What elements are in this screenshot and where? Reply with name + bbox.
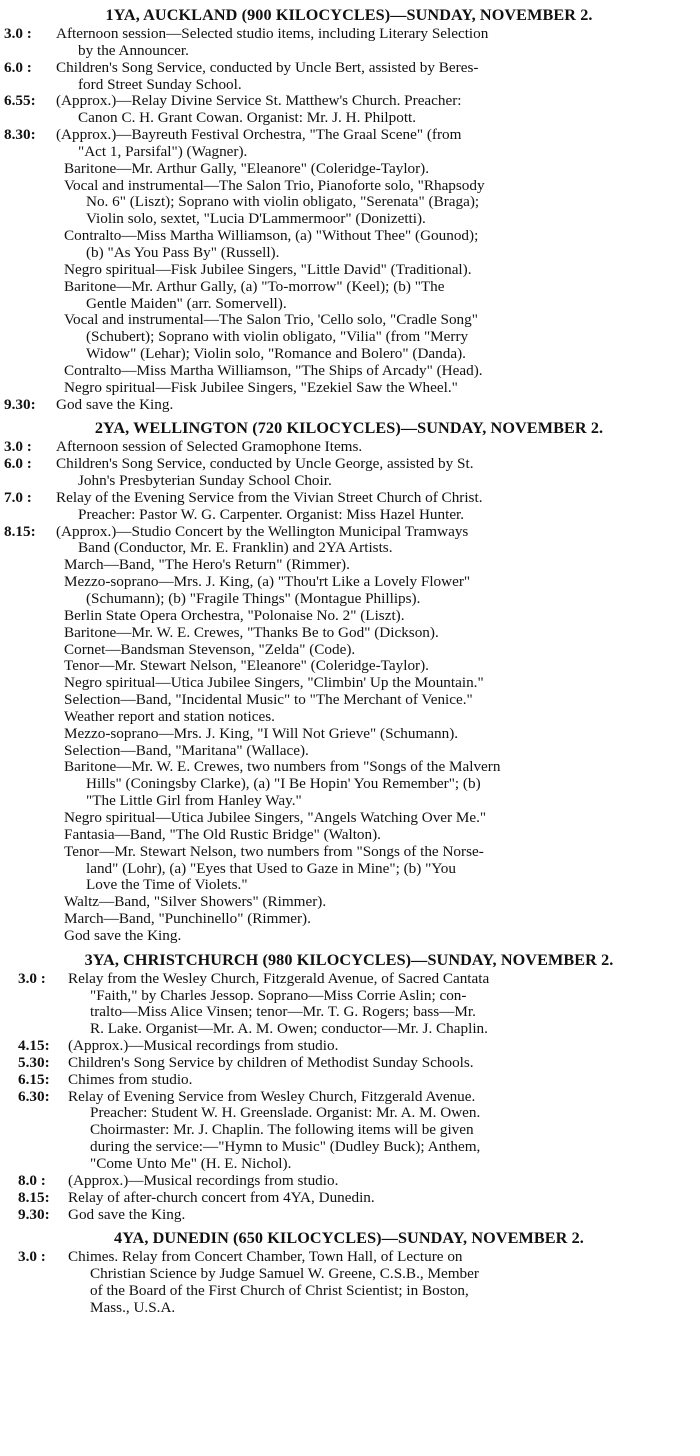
entry-text: Children's Song Service by children of Methodist Sunday Schools. (68, 1053, 474, 1071)
entry-text: (Approx.)—Musical recordings from studio. (68, 1171, 339, 1189)
entry-time: 6.15: (18, 1070, 50, 1088)
entry-time: 3.0 : (18, 1248, 46, 1266)
programme-entry (4, 1190, 694, 1207)
entry-text: Afternoon session—Selected studio items, including Literary Selection by the Announcer. (56, 25, 489, 59)
entry-time: 3.0 : (4, 25, 32, 42)
programme-item: Negro spiritual—Fisk Jubilee Singers, "Ezekiel Saw the Wheel." (64, 378, 458, 396)
programme-item: Baritone—Mr. W. E. Crewes, two numbers from "Songs of the Malvern Hills" (Coningsby Clarke), (a) "I Be Hopin' You Remember"; (b) "The Little Girl from Hanley Way." (64, 758, 501, 810)
entry-text: Relay of Evening Service from Wesley Church, Fitzgerald Avenue. Preacher: Student W. H. Greenslade. Organist: Mr. A. M. Owen. Choirmaster: Mr. J. Chaplin. The following items will be given during the service:—"Hymn to Music" (Dudley Buck); Anthem, "Come Unto Me" (H. E. Nichol). (68, 1087, 481, 1172)
entry-text: Children's Song Service, conducted by Uncle Bert, assisted by Beres- ford Street Sunday School. (56, 58, 479, 93)
programme-entry (4, 524, 694, 558)
programme-item: Cornet—Bandsman Stevenson, "Zelda" (Code). (64, 640, 356, 658)
entry-text: Relay of the Evening Service from the Vivian Street Church of Christ. Preacher: Pastor W. G. Carpenter. Organist: Miss Hazel Hunter. (56, 488, 483, 523)
entry-text: Afternoon session of Selected Gramophone Items. (56, 438, 363, 456)
programme-entry (4, 127, 694, 161)
entry-text: Relay from the Wesley Church, Fitzgerald Avenue, of Sacred Cantata "Faith," by Charles Jessop. Soprano—Miss Corrie Aslin; con- tralto—Miss Alice Vinsen; tenor—Mr. T. G. Rogers; bass—Mr. R. Lake. Organist—Mr. A. M. Owen; conductor—Mr. J. Chaplin. (68, 969, 490, 1038)
programme-item: Selection—Band, "Incidental Music" to "The Merchant of Venice." (64, 691, 473, 709)
programme-entry (4, 397, 694, 414)
programme-item: Berlin State Opera Orchestra, "Polonaise No. 2" (Liszt). (64, 606, 405, 624)
station-heading: 3YA, CHRISTCHURCH (980 KILOCYCLES)—SUNDAY, NOVEMBER 2. (84, 950, 614, 969)
programme-entry (4, 1173, 694, 1190)
programme-item: Fantasia—Band, "The Old Rustic Bridge" (Walton). (64, 825, 381, 843)
programme-entry (4, 456, 694, 490)
entry-time: 9.30: (18, 1205, 50, 1223)
station-4ya (4, 1229, 694, 1316)
entry-text: God save the King. (56, 395, 174, 413)
entry-time: 8.15: (4, 522, 36, 540)
programme-item: Contralto—Miss Martha Williamson, (a) "Without Thee" (Gounod); (b) "As You Pass By" (Russell). (64, 227, 479, 261)
programme-item: Negro spiritual—Fisk Jubilee Singers, "Little David" (Traditional). (64, 260, 472, 278)
station-heading: 2YA, WELLINGTON (720 KILOCYCLES)—SUNDAY, NOVEMBER 2. (94, 419, 604, 438)
programme-item: Mezzo-soprano—Mrs. J. King, (a) "Thou'rt Like a Lovely Flower" (Schumann); (b) "Fragile Things" (Montague Phillips). (64, 573, 471, 607)
programme-item: March—Band, "Punchinello" (Rimmer). (64, 910, 311, 928)
entry-time: 4.15: (18, 1037, 50, 1055)
programme-item: Selection—Band, "Maritana" (Wallace). (64, 741, 309, 759)
entry-time: 6.0 : (4, 455, 32, 473)
programme-item: Vocal and instrumental—The Salon Trio, 'Cello solo, "Cradle Song" (Schubert); Soprano with violin obligato, "Vilia" (from "Merry Widow" (Lehar); Violin solo, "Romance and Bolero" (Danda). (64, 311, 478, 363)
entry-time: 6.55: (4, 92, 36, 110)
programme-entry (4, 971, 694, 1038)
programme-entry (4, 1207, 694, 1224)
entry-time: 8.30: (4, 126, 36, 144)
programme-entry (4, 439, 694, 456)
entry-text: (Approx.)—Musical recordings from studio. (68, 1037, 339, 1055)
programme-item: Baritone—Mr. Arthur Gally, (a) "To-morrow" (Keel); (b) "The Gentle Maiden" (arr. Somervell). (64, 277, 445, 312)
entry-time: 8.0 : (18, 1171, 46, 1189)
entry-text: God save the King. (68, 1205, 186, 1223)
entry-text: (Approx.)—Relay Divine Service St. Matthew's Church. Preacher: Canon C. H. Grant Cowan. Organist: Mr. J. H. Philpott. (56, 92, 462, 127)
entry-text: Children's Song Service, conducted by Uncle George, assisted by St. John's Presbyterian Sunday School Choir. (56, 455, 474, 490)
entry-time: 9.30: (4, 395, 36, 413)
entry-time: 7.0 : (4, 488, 32, 506)
programme-entry (4, 490, 694, 524)
programme-item: Negro spiritual—Utica Jubilee Singers, "Climbin' Up the Mountain." (64, 674, 484, 692)
programme-item: Weather report and station notices. (64, 707, 275, 725)
programme-entry (4, 1249, 694, 1316)
entry-time: 8.15: (18, 1188, 50, 1206)
entry-text: (Approx.)—Studio Concert by the Wellington Municipal Tramways Band (Conductor, Mr. E. Franklin) and 2YA Artists. (56, 522, 469, 557)
entry-text: Chimes. Relay from Concert Chamber, Town Hall, of Lecture on Christian Science by Judge Samuel W. Greene, C.S.B., Member of the Board of the First Church of Christ Scientist; in Boston, Mass., U.S.A. (68, 1248, 479, 1316)
programme-item: Tenor—Mr. Stewart Nelson, two numbers from "Songs of the Norse- land" (Lohr), (a) "Eyes that Used to Gaze in Mine"; (b) "You Love the Time of Violets." (64, 842, 484, 894)
entry-time: 5.30: (18, 1053, 50, 1071)
station-1ya (4, 6, 694, 413)
programme-item: Waltz—Band, "Silver Showers" (Rimmer). (64, 893, 327, 911)
station-heading: 1YA, AUCKLAND (900 KILOCYCLES)—SUNDAY, NOVEMBER 2. (105, 6, 593, 24)
programme-entry (4, 1055, 694, 1072)
programme-entry (4, 1038, 694, 1055)
programme-item: Mezzo-soprano—Mrs. J. King, "I Will Not Grieve" (Schumann). (64, 724, 459, 742)
programme-item: Tenor—Mr. Stewart Nelson, "Eleanore" (Coleridge-Taylor). (64, 657, 429, 675)
station-heading: 4YA, DUNEDIN (650 KILOCYCLES)—SUNDAY, NOVEMBER 2. (114, 1229, 584, 1248)
programme-entry (4, 26, 694, 60)
entry-time: 6.0 : (4, 58, 32, 76)
entry-text: (Approx.)—Bayreuth Festival Orchestra, "The Graal Scene" (from "Act 1, Parsifal") (Wagner). (56, 126, 462, 160)
programme-entry (4, 1072, 694, 1089)
entry-time: 6.30: (18, 1087, 50, 1105)
programme-item: March—Band, "The Hero's Return" (Rimmer). (64, 556, 350, 574)
entry-text: Chimes from studio. (68, 1070, 193, 1088)
programme-item: Baritone—Mr. W. E. Crewes, "Thanks Be to God" (Dickson). (64, 623, 439, 641)
programme-item: Vocal and instrumental—The Salon Trio, Pianoforte solo, "Rhapsody No. 6" (Liszt); Soprano with violin obligato, "Serenata" (Braga); Violin solo, sextet, "Lucia D'Lammermoor" (Donizetti). (64, 176, 485, 228)
entry-text: Relay of after-church concert from 4YA, Dunedin. (68, 1188, 375, 1206)
programme-entry (4, 93, 694, 127)
programme-item: God save the King. (64, 926, 182, 944)
programme-entry (4, 60, 694, 94)
entry-time: 3.0 : (4, 438, 32, 456)
programme-item: Baritone—Mr. Arthur Gally, "Eleanore" (Coleridge-Taylor). (64, 159, 430, 177)
programme-entry (4, 1089, 694, 1173)
programme-item: Contralto—Miss Martha Williamson, "The Ships of Arcady" (Head). (64, 361, 483, 379)
programme-item: Negro spiritual—Utica Jubilee Singers, "Angels Watching Over Me." (64, 808, 487, 826)
station-2ya (4, 419, 694, 944)
entry-time: 3.0 : (18, 969, 46, 987)
station-3ya (4, 951, 694, 1224)
